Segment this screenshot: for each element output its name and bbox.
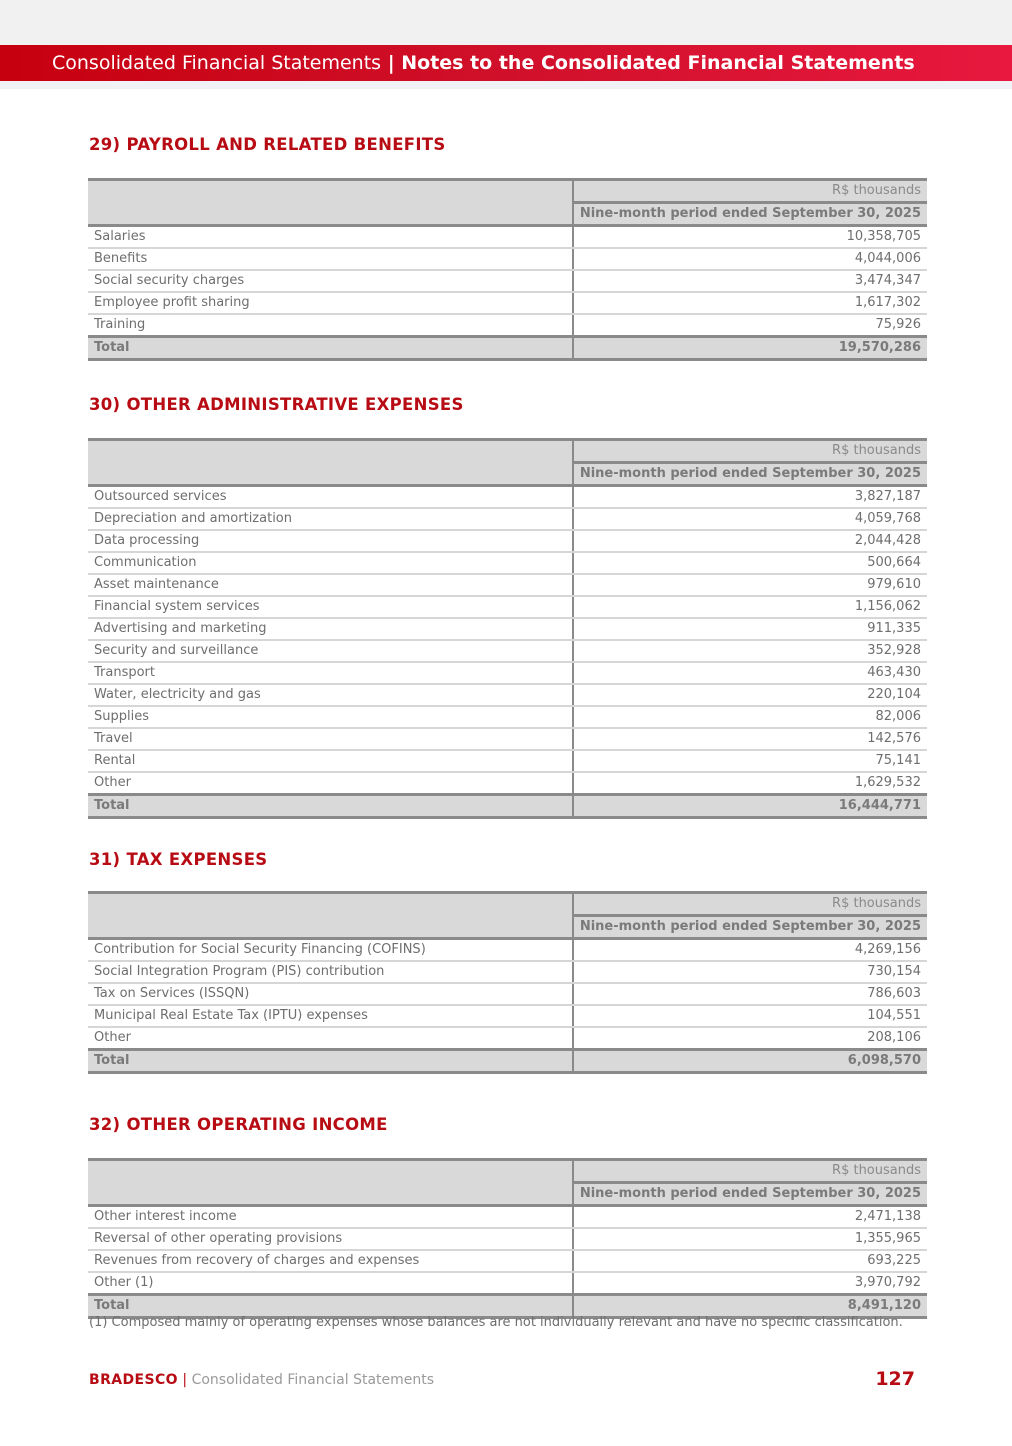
header-title-regular: Consolidated Financial Statements [52, 52, 382, 74]
row-value: 75,141 [573, 750, 927, 772]
row-label: Training [88, 314, 573, 337]
header-blank-cell [88, 1160, 573, 1206]
row-label: Asset maintenance [88, 574, 573, 596]
unit-label: R$ thousands [573, 440, 927, 463]
tax-expenses-table [88, 891, 927, 1074]
footer-brand: BRADESCO [89, 1372, 178, 1388]
row-label: Employee profit sharing [88, 292, 573, 314]
row-value: 500,664 [573, 552, 927, 574]
total-row [88, 337, 927, 360]
header-blank-cell [88, 893, 573, 939]
total-label: Total [88, 337, 573, 360]
row-label: Data processing [88, 530, 573, 552]
table-row [88, 772, 927, 795]
row-label: Supplies [88, 706, 573, 728]
row-value: 1,617,302 [573, 292, 927, 314]
total-value: 8,491,120 [573, 1295, 927, 1318]
footer [89, 1372, 434, 1388]
row-label: Social security charges [88, 270, 573, 292]
footer-separator: | [177, 1372, 192, 1388]
unit-label: R$ thousands [573, 893, 927, 916]
table-row [88, 552, 927, 574]
table-row [88, 684, 927, 706]
unit-label: R$ thousands [573, 1160, 927, 1183]
total-label: Total [88, 795, 573, 818]
row-value: 3,474,347 [573, 270, 927, 292]
admin-expenses-table [88, 438, 927, 819]
row-label: Outsourced services [88, 486, 573, 509]
row-value: 693,225 [573, 1250, 927, 1272]
table-row [88, 662, 927, 684]
header-banner [0, 45, 1012, 81]
total-row [88, 1050, 927, 1073]
row-label: Travel [88, 728, 573, 750]
row-value: 979,610 [573, 574, 927, 596]
row-value: 786,603 [573, 983, 927, 1005]
table-row [88, 983, 927, 1005]
row-value: 463,430 [573, 662, 927, 684]
row-value: 1,629,532 [573, 772, 927, 795]
footnote: (1) Composed mainly of operating expenses whose balances are not individually relevant and have no specific classification. [89, 1315, 903, 1330]
table-row [88, 596, 927, 618]
row-value: 10,358,705 [573, 226, 927, 249]
row-label: Communication [88, 552, 573, 574]
period-header: Nine-month period ended September 30, 2025 [573, 1183, 927, 1206]
row-value: 82,006 [573, 706, 927, 728]
row-label: Other [88, 772, 573, 795]
payroll-table [88, 178, 927, 361]
table-row [88, 706, 927, 728]
table-row [88, 270, 927, 292]
row-value: 2,471,138 [573, 1206, 927, 1229]
table-row [88, 530, 927, 552]
row-label: Other interest income [88, 1206, 573, 1229]
row-value: 4,059,768 [573, 508, 927, 530]
table-row [88, 248, 927, 270]
unit-label: R$ thousands [573, 180, 927, 203]
row-label: Advertising and marketing [88, 618, 573, 640]
table-row [88, 314, 927, 337]
banner-shadow [0, 81, 1012, 89]
row-value: 1,355,965 [573, 1228, 927, 1250]
header-blank-cell [88, 180, 573, 226]
period-header: Nine-month period ended September 30, 2025 [573, 203, 927, 226]
table-row [88, 750, 927, 772]
row-label: Municipal Real Estate Tax (IPTU) expenses [88, 1005, 573, 1027]
section-title-admin-expenses: 30) OTHER ADMINISTRATIVE EXPENSES [89, 395, 464, 414]
page-number: 127 [875, 1368, 915, 1390]
table-row [88, 939, 927, 962]
row-label: Reversal of other operating provisions [88, 1228, 573, 1250]
row-label: Security and surveillance [88, 640, 573, 662]
row-value: 911,335 [573, 618, 927, 640]
row-value: 220,104 [573, 684, 927, 706]
header-blank-cell [88, 440, 573, 486]
section-title-tax-expenses: 31) TAX EXPENSES [89, 850, 268, 869]
table-row [88, 961, 927, 983]
table-row [88, 1250, 927, 1272]
header-separator: | [381, 52, 402, 74]
row-label: Contribution for Social Security Financing (COFINS) [88, 939, 573, 962]
table-row [88, 728, 927, 750]
footer-doc-title: Consolidated Financial Statements [191, 1372, 435, 1388]
row-value: 104,551 [573, 1005, 927, 1027]
header-title-bold: Notes to the Consolidated Financial Statements [401, 52, 915, 74]
section-title-payroll: 29) PAYROLL AND RELATED BENEFITS [89, 135, 446, 154]
row-label: Tax on Services (ISSQN) [88, 983, 573, 1005]
row-value: 1,156,062 [573, 596, 927, 618]
other-operating-income-table [88, 1158, 927, 1319]
row-value: 4,269,156 [573, 939, 927, 962]
top-strip [0, 0, 1012, 45]
total-row [88, 795, 927, 818]
row-label: Water, electricity and gas [88, 684, 573, 706]
period-header: Nine-month period ended September 30, 2025 [573, 463, 927, 486]
row-value: 208,106 [573, 1027, 927, 1050]
table-row [88, 1272, 927, 1295]
table-row [88, 574, 927, 596]
row-label: Rental [88, 750, 573, 772]
row-value: 142,576 [573, 728, 927, 750]
table-row [88, 1005, 927, 1027]
row-value: 352,928 [573, 640, 927, 662]
total-value: 6,098,570 [573, 1050, 927, 1073]
row-label: Other (1) [88, 1272, 573, 1295]
table-row [88, 1206, 927, 1229]
table-row [88, 640, 927, 662]
row-label: Other [88, 1027, 573, 1050]
row-label: Financial system services [88, 596, 573, 618]
table-row [88, 1228, 927, 1250]
table-row [88, 508, 927, 530]
period-header: Nine-month period ended September 30, 2025 [573, 916, 927, 939]
section-title-other-operating-income: 32) OTHER OPERATING INCOME [89, 1115, 388, 1134]
total-label: Total [88, 1295, 573, 1318]
row-value: 3,970,792 [573, 1272, 927, 1295]
row-label: Transport [88, 662, 573, 684]
row-label: Benefits [88, 248, 573, 270]
row-label: Salaries [88, 226, 573, 249]
total-value: 16,444,771 [573, 795, 927, 818]
row-label: Revenues from recovery of charges and expenses [88, 1250, 573, 1272]
row-value: 4,044,006 [573, 248, 927, 270]
table-row [88, 292, 927, 314]
total-label: Total [88, 1050, 573, 1073]
row-label: Depreciation and amortization [88, 508, 573, 530]
total-value: 19,570,286 [573, 337, 927, 360]
row-value: 75,926 [573, 314, 927, 337]
row-value: 730,154 [573, 961, 927, 983]
row-label: Social Integration Program (PIS) contribution [88, 961, 573, 983]
table-row [88, 1027, 927, 1050]
row-value: 3,827,187 [573, 486, 927, 509]
table-row [88, 486, 927, 509]
table-row [88, 618, 927, 640]
table-row [88, 226, 927, 249]
row-value: 2,044,428 [573, 530, 927, 552]
